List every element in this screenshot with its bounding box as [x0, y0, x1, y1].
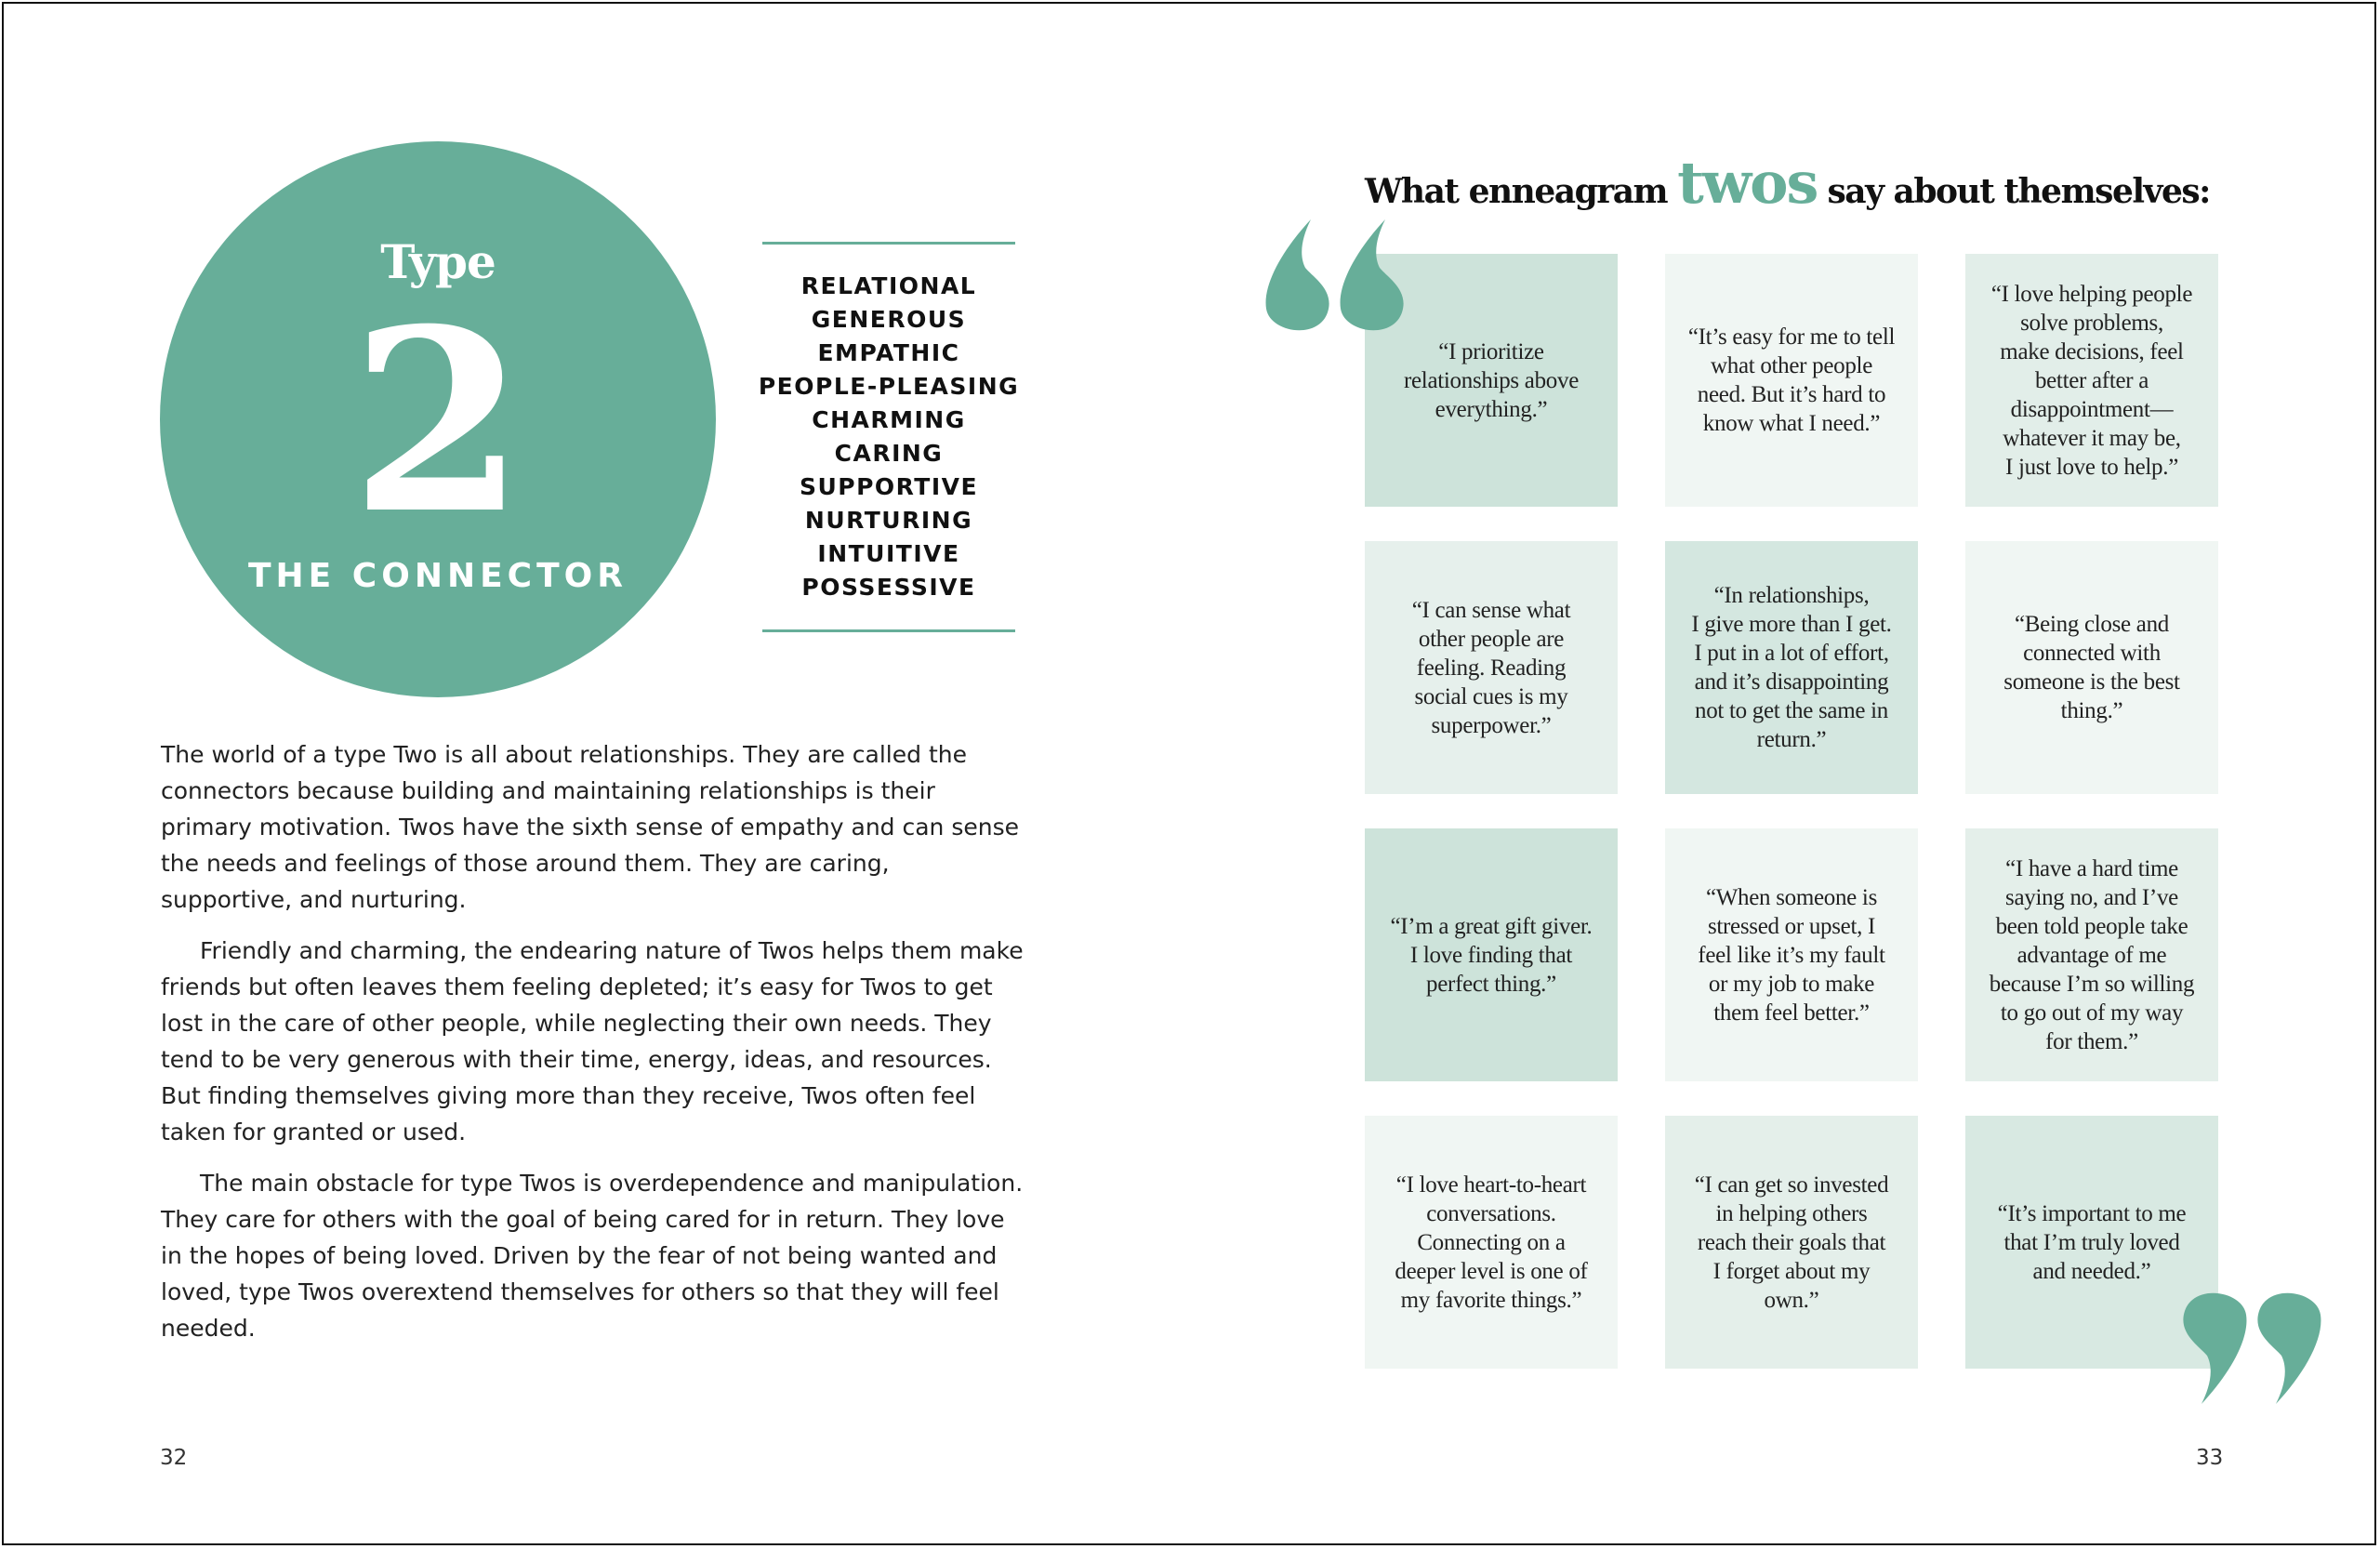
trait: GENEROUS [811, 306, 967, 333]
close-quote-icon [2179, 1287, 2324, 1404]
open-quote-icon [1263, 219, 1408, 337]
trait: RELATIONAL [800, 272, 977, 299]
paragraph: The main obstacle for type Twos is overdependence and manipulation. They care for others with the goal of being cared for in return. They love in the hopes of being loved. Driven by the fear of not being wanted and loved, type Twos overextend themselves for others so that they will feel needed. [161, 1170, 1024, 1342]
trait: POSSESSIVE [801, 574, 976, 601]
quote-card: “It’s important to me that I’m truly loved and needed.” [1965, 1116, 2218, 1369]
trait: CARING [834, 440, 944, 467]
quote-card: “In relationships, I give more than I get. I put in a lot of effort, and it’s disappointing not to get the same in return.” [1665, 541, 1918, 794]
type-name: THE CONNECTOR [248, 557, 628, 595]
quote-card: “I love heart-to-heart conversations. Connecting on a deeper level is one of my favorite things.” [1365, 1116, 1618, 1369]
trait: INTUITIVE [817, 540, 960, 567]
quote-card: “I can get so invested in helping others reach their goals that I forget about my own.” [1665, 1116, 1918, 1369]
page-number-left: 32 [160, 1446, 188, 1470]
paragraph: The world of a type Two is all about relationships. They are called the connectors because building and maintaining relationships is their primary motivation. Twos have the sixth sense of empathy and can sense the needs and feelings of those around them. They are caring, supportive, and nurturing. [161, 741, 1019, 913]
page-number-right: 33 [2196, 1446, 2224, 1470]
heading-after: say about themselves: [1817, 172, 2210, 211]
quote-card: “Being close and connected with someone is the best thing.” [1965, 541, 2218, 794]
type-label: Type [380, 234, 496, 289]
body-text [161, 736, 1025, 1361]
traits-list [744, 270, 1034, 604]
trait: PEOPLE-PLEASING [758, 373, 1020, 400]
quotes-grid [1365, 254, 2218, 1369]
trait: CHARMING [812, 406, 966, 433]
quote-card: “I love helping people solve problems, make decisions, feel better after a disappointment— whatever it may be, I just love to help.” [1965, 254, 2218, 507]
quote-card: “I’m a great gift giver. I love finding that perfect thing.” [1365, 828, 1618, 1081]
quote-card: “I can sense what other people are feeling. Reading social cues is my superpower.” [1365, 541, 1618, 794]
quote-card: “I have a hard time saying no, and I’ve been told people take advantage of me because I’m so willing to go out of my way for them.” [1965, 828, 2218, 1081]
quote-card: “It’s easy for me to tell what other people need. But it’s hard to know what I need.” [1665, 254, 1918, 507]
paragraph: Friendly and charming, the endearing nature of Twos helps them make friends but often leaves them feeling depleted; it’s easy for Twos to get lost in the care of other people, while neglecting their own needs. They tend to be very generous with their time, energy, ideas, and resources. But finding themselves giving more than they receive, Twos often feel taken for granted or used. [161, 937, 1024, 1145]
trait: SUPPORTIVE [799, 473, 979, 500]
type-number: 2 [350, 273, 525, 569]
traits-top-rule [762, 242, 1015, 245]
type-badge [160, 141, 716, 697]
traits-bottom-rule [762, 629, 1015, 632]
quote-card: “I prioritize relationships above everything.” [1365, 254, 1618, 507]
quote-card: “When someone is stressed or upset, I feel like it’s my fault or my job to make them feel better.” [1665, 828, 1918, 1081]
trait: EMPATHIC [817, 339, 960, 366]
trait: NURTURING [804, 507, 973, 534]
heading-before: What enneagram [1365, 172, 1678, 211]
heading-accent: twos [1677, 149, 1818, 217]
quotes-heading [1365, 149, 2210, 217]
